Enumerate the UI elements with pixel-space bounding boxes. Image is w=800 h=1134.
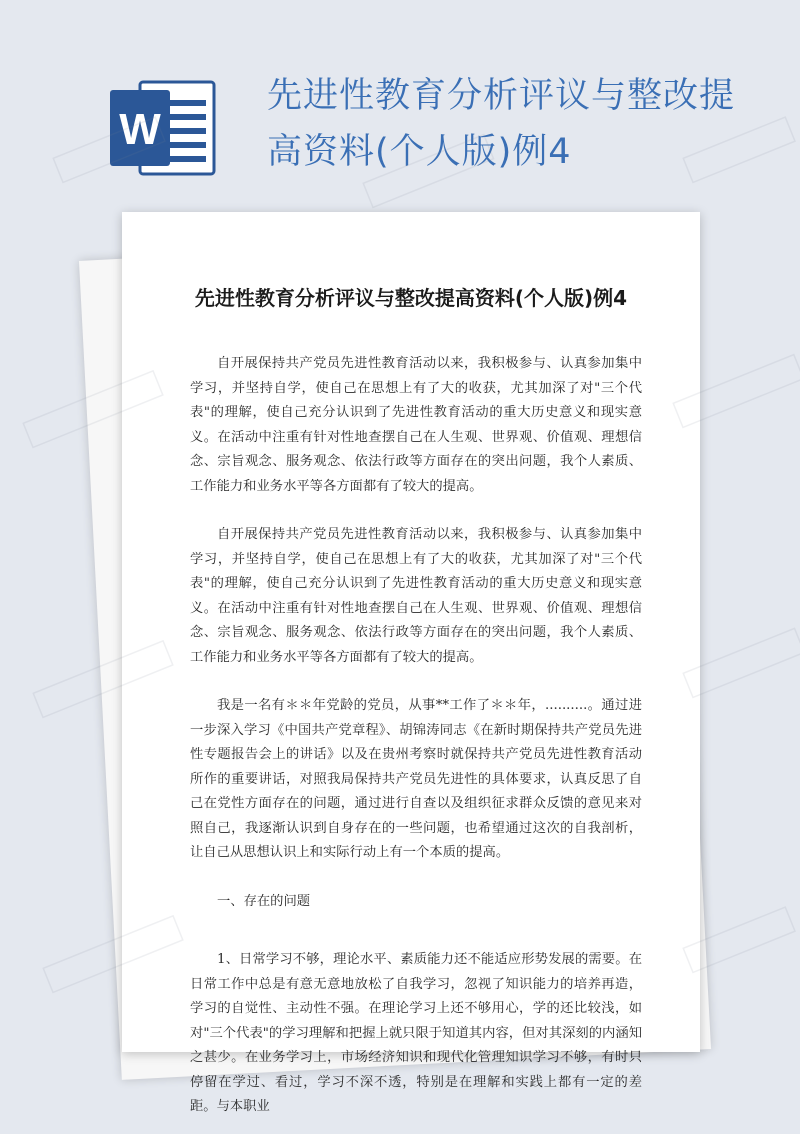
page-title: 先进性教育分析评议与整改提高资料(个人版)例4 (194, 286, 628, 310)
section-paragraph: 1、日常学习不够，理论水平、素质能力还不能适应形势发展的需要。在日常工作中总是有意无意地放松了自我学习，忽视了知识能力的培养再造，学习的自觉性、主动性不强。在理论学习上还不够用心，学的还比较浅，如对"三个代表"的学习理解和把握上就只限于知道其内容，但对其深刻的内涵知之甚少。在业务学习上，市场经济知识和现代化管理知识学习不够，有时只停留在学过、看过，学习不深不透，特别是在理解和实践上都有一定的差距。与本职业 (190, 952, 642, 1114)
paragraph: 自开展保持共产党员先进性教育活动以来，我积极参与、认真参加集中学习，并坚持自学，使自己在思想上有了大的收获，尤其加深了对"三个代表"的理解，使自己充分认识到了先进性教育活动的重大历史意义和现实意义。在活动中注重有针对性地查摆自己在人生观、世界观、价值观、理想信念、宗旨观念、服务观念、依法行政等方面存在的突出问题，我个人素质、工作能力和业务水平等各方面都有了较大的提高。 (190, 527, 642, 665)
document-preview-title (267, 68, 767, 180)
paragraph: 自开展保持共产党员先进性教育活动以来，我积极参与、认真参加集中学习，并坚持自学，使自己在思想上有了大的收获，尤其加深了对"三个代表"的理解，使自己充分认识到了先进性教育活动的重大历史意义和现实意义。在活动中注重有针对性地查摆自己在人生观、世界观、价值观、理想信念、宗旨观念、服务观念、依法行政等方面存在的突出问题，我个人素质、工作能力和业务水平等各方面都有了较大的提高。 (190, 356, 642, 494)
paragraph: 我是一名有＊＊年党龄的党员，从事**工作了＊＊年，..........。通过进一步深入学习《中国共产党章程》、胡锦涛同志《在新时期保持共产党员先进性专题报告会上的讲话》以及在贵州考察时就保持共产党员先进性教育活动所作的重要讲话，对照我局保持共产党员先进性的具体要求，认真反思了自己在党性方面存在的问题，通过进行自查以及组织征求群众反馈的意见来对照自己，我逐渐认识到自身存在的一些问题，也希望通过这次的自我剖析，让自己从思想认识上和实际行动上有一个本质的提高。 (190, 698, 642, 860)
title-line-2: 高资料(个人版)例4 (267, 132, 572, 172)
preview-header (0, 0, 800, 230)
document-page (122, 212, 700, 1114)
word-document-icon (110, 78, 216, 178)
section-heading: 一、存在的问题 (217, 893, 311, 909)
document-body (190, 352, 642, 1120)
title-line-1: 先进性教育分析评议与整改提 (267, 76, 736, 116)
svg-text:W: W (119, 105, 161, 154)
